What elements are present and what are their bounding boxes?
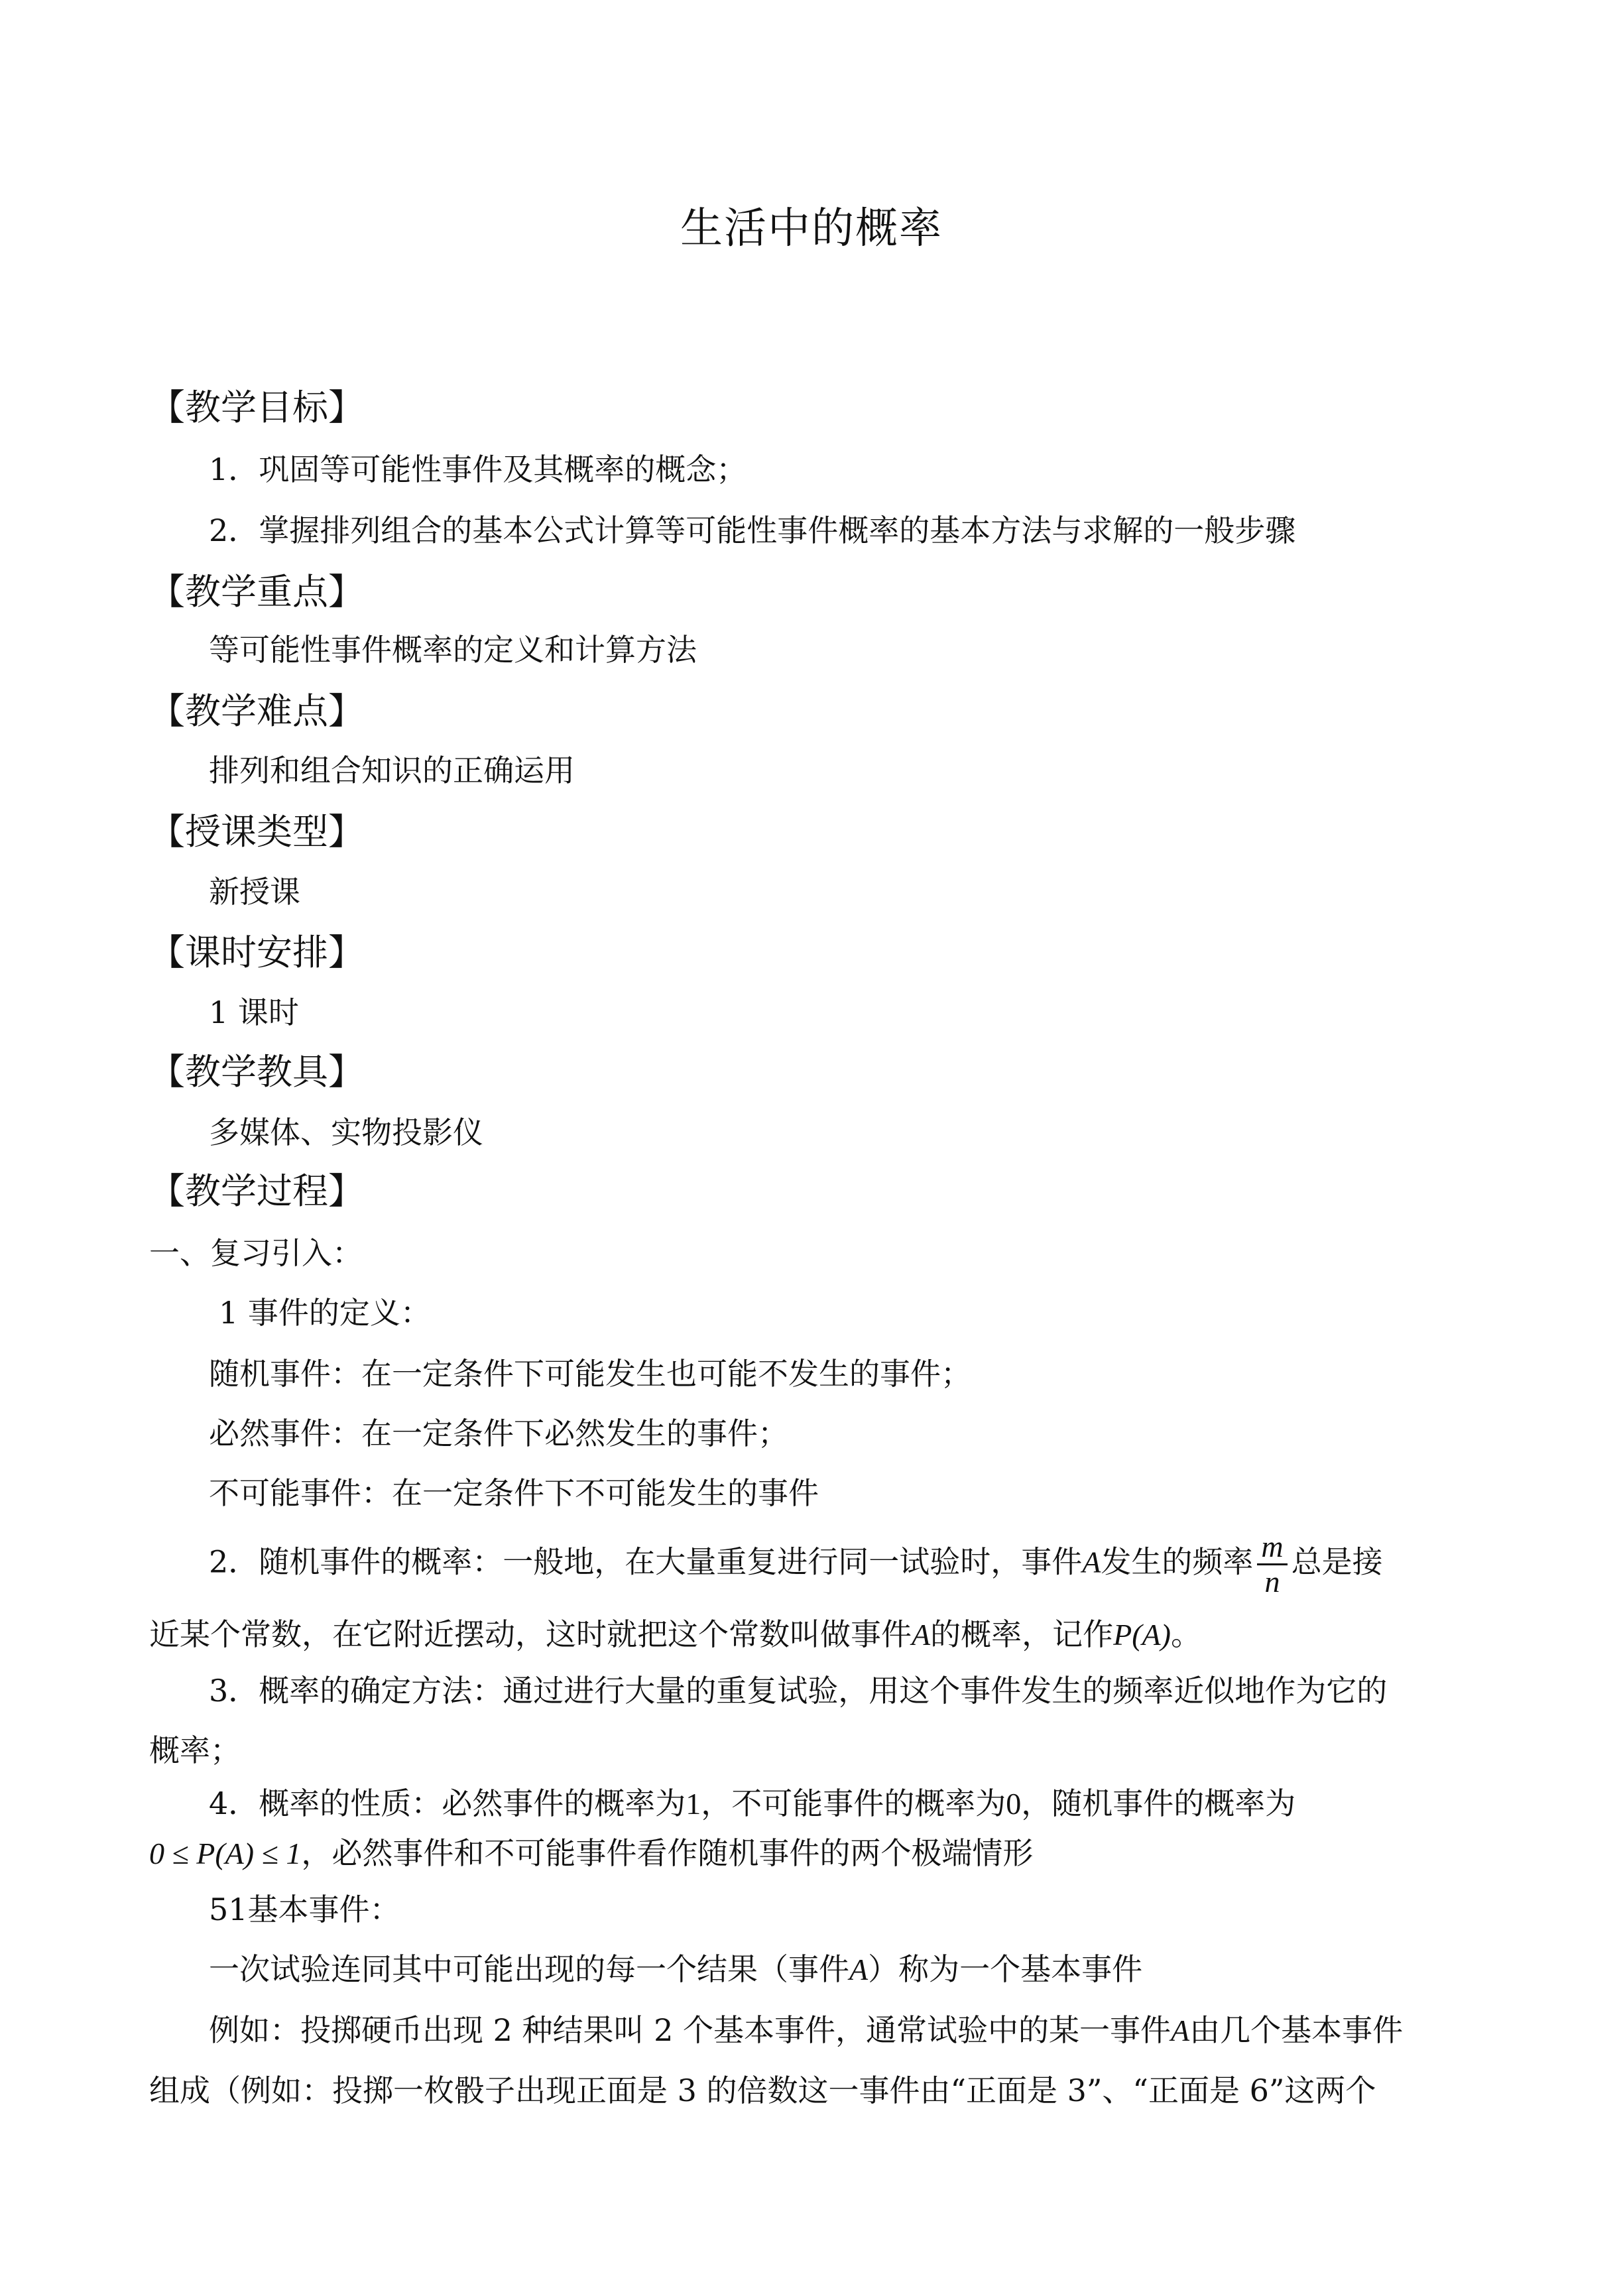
impossible-event-text: 不可能事件：在一定条件下不可能发生的事件 bbox=[209, 1475, 819, 1511]
heading-objectives: 【教学目标】 bbox=[149, 387, 364, 428]
value-one: 1 bbox=[686, 1787, 701, 1821]
heading-difficulties: 【教学难点】 bbox=[149, 690, 364, 732]
text-fragment: ）称为一个基本事件 bbox=[868, 1951, 1143, 1987]
text-fragment: ，随机事件的概率为 bbox=[1021, 1785, 1296, 1821]
text-fragment: ，不可能事件的概率为 bbox=[701, 1785, 1006, 1821]
random-event-text: 随机事件：在一定条件下可能发生也可能不发生的事件； bbox=[209, 1356, 971, 1392]
review-heading: 一、复习引入： bbox=[149, 1235, 363, 1271]
frequency-fraction bbox=[1257, 1532, 1287, 1597]
variable-a: A bbox=[1082, 1545, 1101, 1579]
page-title: 生活中的概率 bbox=[680, 204, 943, 253]
text-fragment: ，必然事件和不可能事件看作随机事件的两个极端情形 bbox=[301, 1835, 1034, 1871]
example-line-1 bbox=[209, 2007, 1403, 2054]
tools-text: 多媒体、实物投影仪 bbox=[209, 1115, 483, 1150]
certain-event-text: 必然事件：在一定条件下必然发生的事件； bbox=[209, 1416, 788, 1451]
property-line-1 bbox=[209, 1780, 1295, 1827]
probability-notation: P(A) bbox=[1113, 1618, 1171, 1652]
text-fragment: 发生的频率 bbox=[1101, 1543, 1254, 1580]
probability-inequality: 0 ≤ P(A) ≤ 1 bbox=[149, 1837, 302, 1870]
method-line-1: 3．概率的确定方法：通过进行大量的重复试验，用这个事件发生的频率近似地作为它的 bbox=[209, 1673, 1388, 1709]
schedule-text: 1 课时 bbox=[209, 995, 299, 1030]
heading-lesson-type: 【授课类型】 bbox=[149, 811, 364, 853]
event-definition-heading: 1 事件的定义： bbox=[219, 1295, 431, 1331]
key-points-text: 等可能性事件概率的定义和计算方法 bbox=[209, 632, 697, 668]
text-fragment: 。 bbox=[1170, 1616, 1201, 1652]
text-fragment: 由几个基本事件 bbox=[1189, 2012, 1404, 2048]
text-fragment: 一次试验连同其中可能出现的每一个结果（事件 bbox=[209, 1951, 849, 1987]
heading-key-points: 【教学重点】 bbox=[149, 571, 364, 613]
probability-definition-line-1 bbox=[209, 1532, 1383, 1597]
heading-schedule: 【课时安排】 bbox=[149, 932, 364, 973]
probability-definition-line-2 bbox=[149, 1611, 1201, 1658]
objective-item-2: 2．掌握排列组合的基本公式计算等可能性事件概率的基本方法与求解的一般步骤 bbox=[209, 513, 1296, 548]
lesson-type-text: 新授课 bbox=[209, 874, 300, 910]
example-line-2: 组成（例如：投掷一枚骰子出现正面是 3 的倍数这一事件由“正面是 3”、“正面是 6”这两个 bbox=[149, 2073, 1376, 2108]
difficulties-text: 排列和组合知识的正确运用 bbox=[209, 753, 575, 788]
variable-a: A bbox=[849, 1953, 869, 1986]
method-line-2: 概率； bbox=[149, 1732, 241, 1768]
objective-item-1: 1．巩固等可能性事件及其概率的概念； bbox=[209, 452, 747, 487]
text-fragment: 4．概率的性质：必然事件的概率为 bbox=[209, 1785, 686, 1821]
variable-a: A bbox=[1171, 2014, 1190, 2047]
text-fragment: 总是接 bbox=[1291, 1543, 1383, 1580]
basic-event-heading: 51基本事件： bbox=[209, 1892, 400, 1927]
variable-a: A bbox=[912, 1618, 931, 1652]
fraction-numerator: m bbox=[1257, 1532, 1287, 1565]
heading-tools: 【教学教具】 bbox=[149, 1051, 364, 1093]
text-fragment: 近某个常数，在它附近摆动，这时就把这个常数叫做事件 bbox=[149, 1616, 912, 1652]
fraction-denominator: n bbox=[1264, 1565, 1280, 1599]
value-zero: 0 bbox=[1006, 1787, 1022, 1821]
heading-process: 【教学过程】 bbox=[149, 1170, 364, 1212]
basic-event-definition bbox=[209, 1946, 1142, 1993]
property-line-2 bbox=[149, 1830, 1033, 1877]
text-fragment: 的概率，记作 bbox=[930, 1616, 1114, 1652]
text-fragment: 2．随机事件的概率：一般地，在大量重复进行同一试验时，事件 bbox=[209, 1543, 1083, 1580]
text-fragment: 例如：投掷硬币出现 2 种结果叫 2 个基本事件，通常试验中的某一事件 bbox=[209, 2012, 1172, 2048]
